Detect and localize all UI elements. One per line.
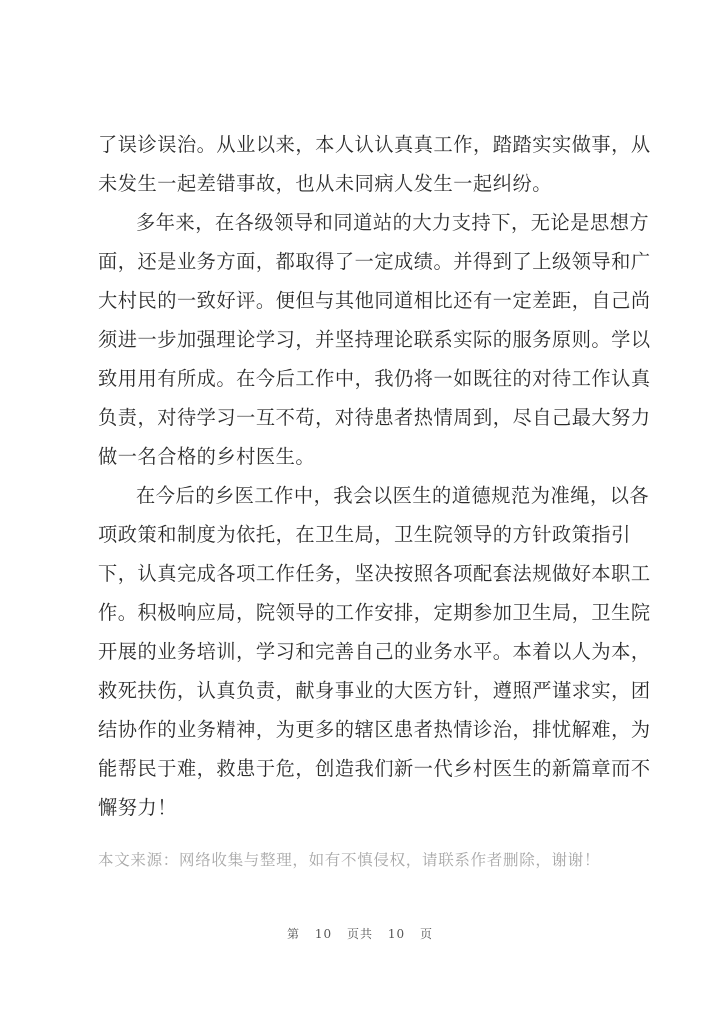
total-page-number: 10 bbox=[387, 927, 406, 941]
body-line: 大村民的一致好评。便但与其他同道相比还有一定差距，自己尚 bbox=[98, 289, 651, 312]
body-line: 致用用有所成。在今后工作中，我仍将一如既往的对待工作认真 bbox=[98, 367, 651, 390]
body-line: 结协作的业务精神，为更多的辖区患者热情诊治，排忧解难，为 bbox=[98, 718, 651, 741]
body-line: 未发生一起差错事故，也从未同病人发生一起纠纷。 bbox=[98, 172, 552, 195]
body-line: 项政策和制度为依托，在卫生局，卫生院领导的方针政策指引 bbox=[98, 523, 631, 546]
paragraph-start-line: 在今后的乡医工作中，我会以医生的道德规范为准绳，以各 bbox=[136, 484, 650, 507]
page-footer bbox=[0, 925, 720, 942]
body-line: 能帮民于难，救患于危，创造我们新一代乡村医生的新篇章而不 bbox=[98, 757, 651, 780]
body-line: 面，还是业务方面，都取得了一定成绩。并得到了上级领导和广 bbox=[98, 250, 651, 273]
body-line: 下，认真完成各项工作任务，坚决按照各项配套法规做好本职工 bbox=[98, 562, 651, 585]
footer-mid: 页共 bbox=[346, 927, 373, 941]
body-line: 懈努力！ bbox=[98, 796, 177, 819]
body-line: 须进一步加强理论学习，并坚持理论联系实际的服务原则。学以 bbox=[98, 328, 651, 351]
paragraph-start-line: 多年来，在各级领导和同道站的大力支持下，无论是思想方 bbox=[136, 211, 650, 234]
body-line: 作。积极响应局，院领导的工作安排，定期参加卫生局，卫生院 bbox=[98, 601, 651, 624]
source-note: 本文来源：网络收集与整理，如有不慎侵权，请联系作者删除，谢谢！ bbox=[98, 851, 601, 869]
footer-suffix: 页 bbox=[419, 927, 433, 941]
body-line: 做一名合格的乡村医生。 bbox=[98, 445, 316, 468]
body-line: 负责，对待学习一互不苟，对待患者热情周到，尽自己最大努力 bbox=[98, 406, 651, 429]
current-page-number: 10 bbox=[314, 927, 333, 941]
footer-prefix: 第 bbox=[287, 927, 301, 941]
body-line: 了误诊误治。从业以来，本人认认真真工作，踏踏实实做事，从 bbox=[98, 133, 651, 156]
body-line: 救死扶伤，认真负责，献身事业的大医方针，遵照严谨求实，团 bbox=[98, 679, 651, 702]
body-line: 开展的业务培训，学习和完善自己的业务水平。本着以人为本， bbox=[98, 640, 651, 663]
